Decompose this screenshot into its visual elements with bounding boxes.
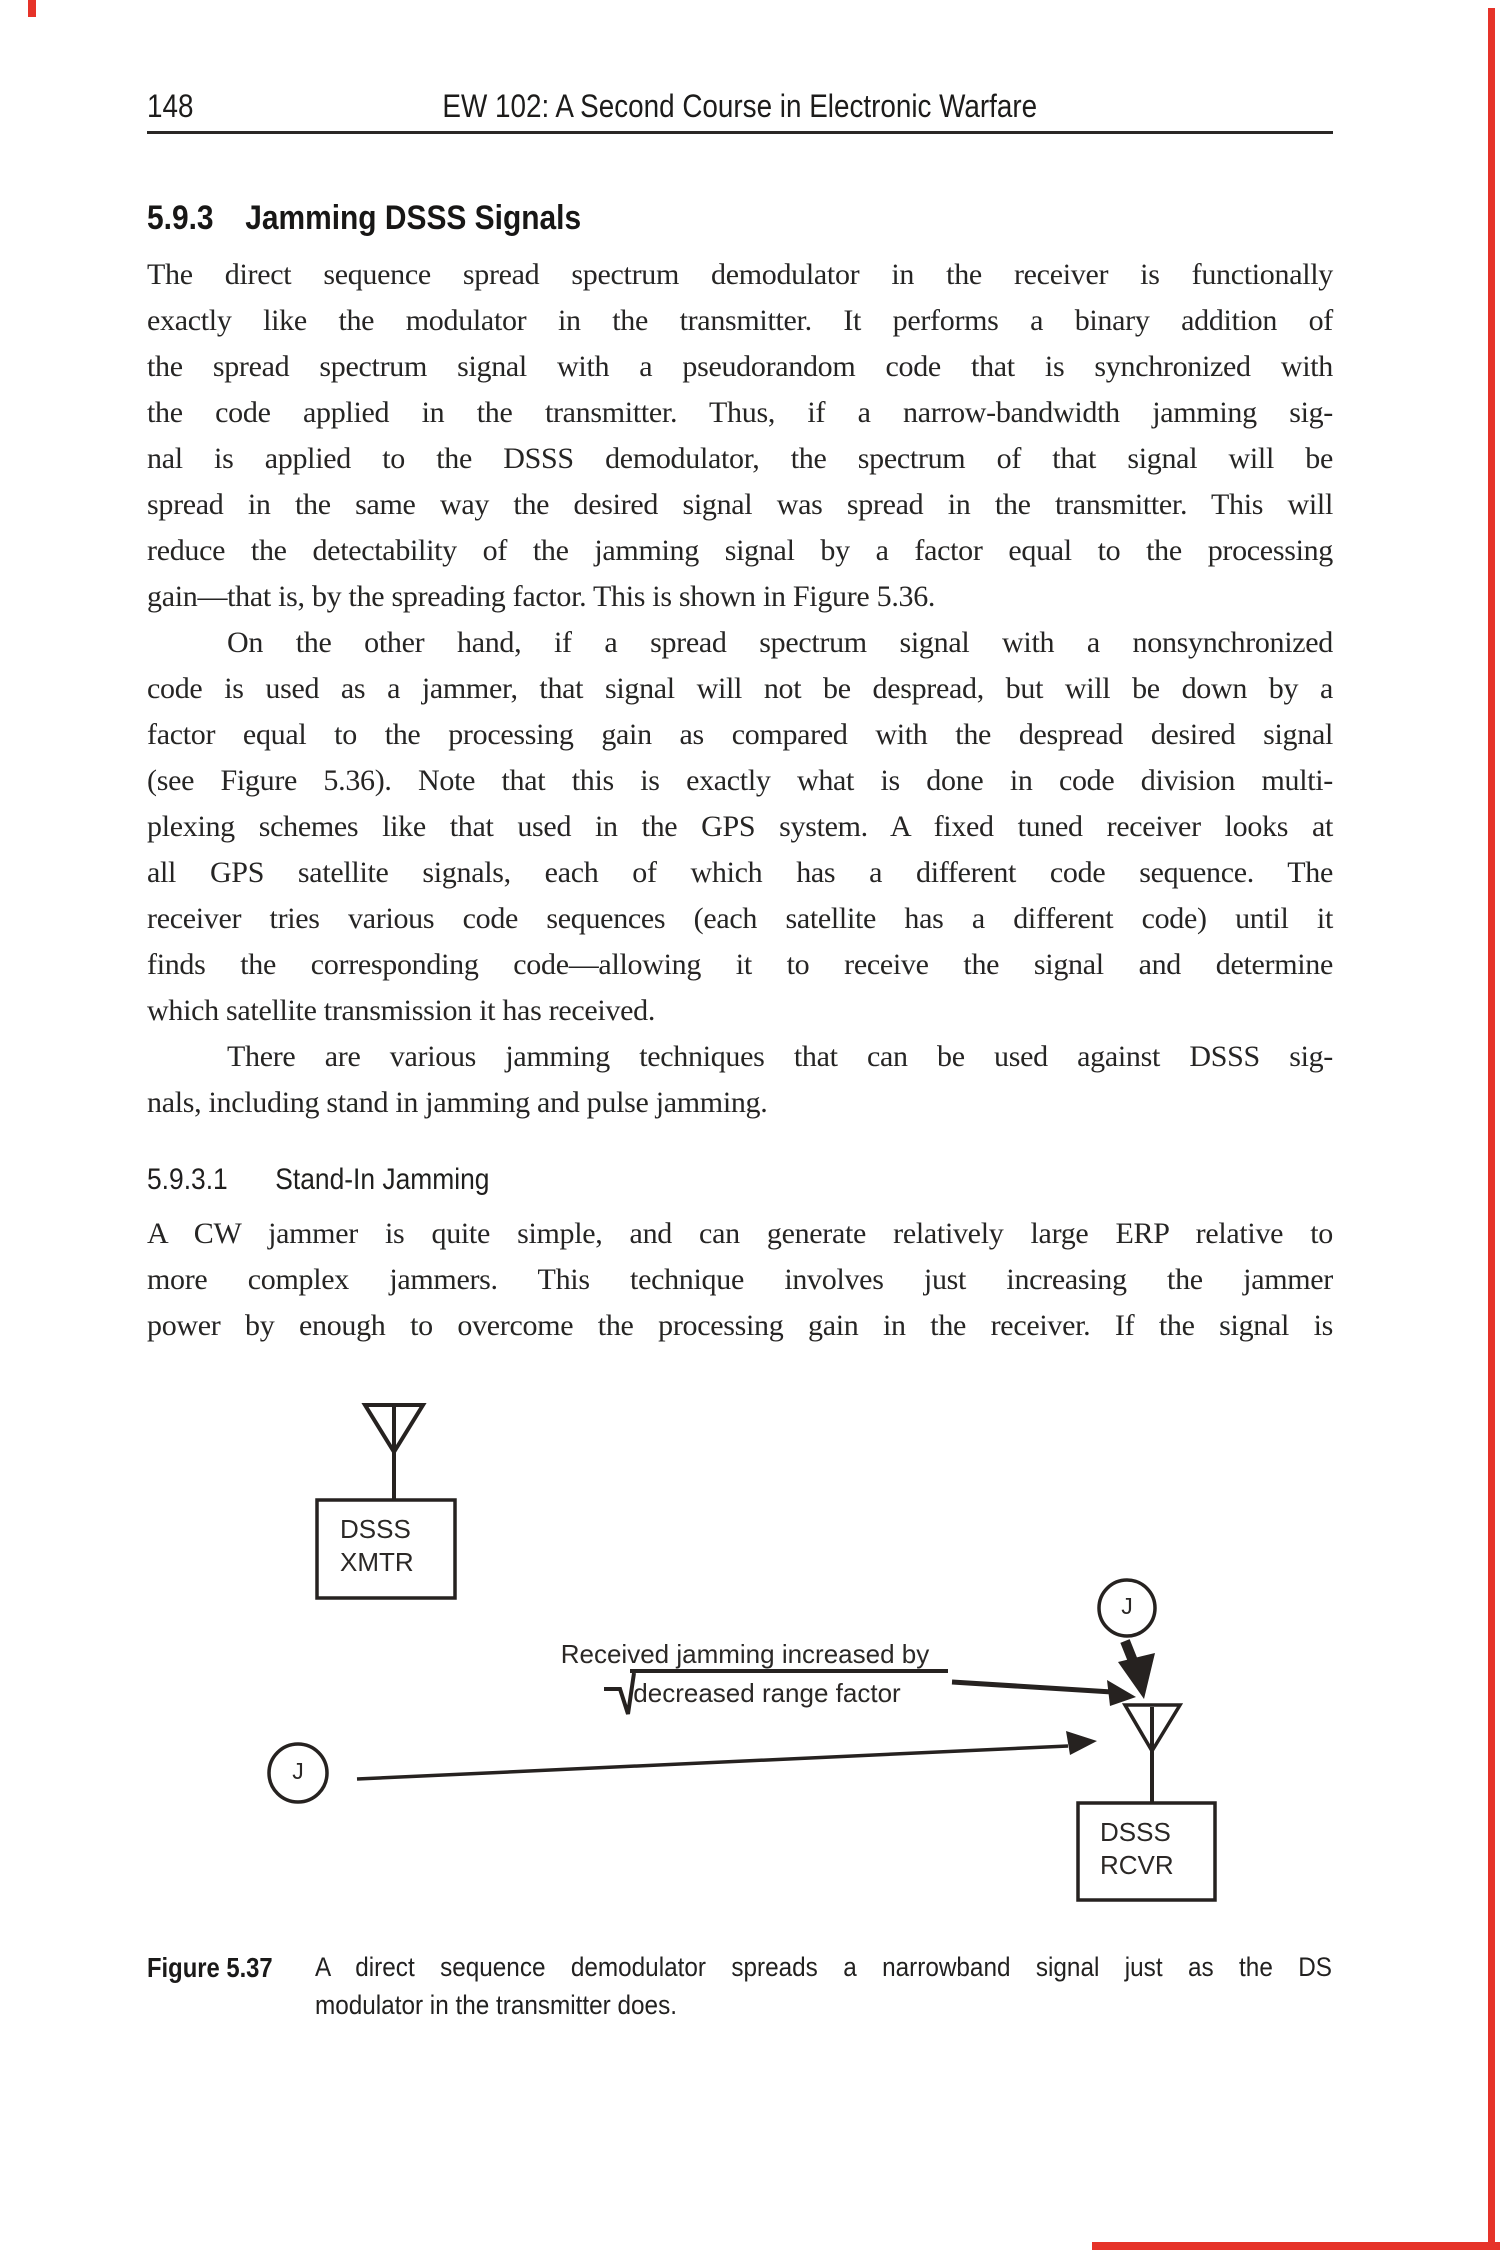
formula-denominator: decreased range factor	[633, 1678, 901, 1708]
body-line: plexing schemes like that used in the GPS system. A fixed tuned receiver looks at	[147, 810, 1333, 843]
body-line: A CW jammer is quite simple, and can generate relatively large ERP relative to	[147, 1217, 1333, 1250]
body-line: spread in the same way the desired signal was spread in the transmitter. This will	[147, 488, 1333, 521]
body-line: the code applied in the transmitter. Thus, if a narrow-bandwidth jamming sig-	[147, 396, 1333, 429]
figure-caption-line2: modulator in the transmitter does.	[315, 1990, 677, 2020]
page-number-text: 148	[147, 88, 194, 124]
paragraph-1	[147, 252, 1333, 620]
body-line: factor equal to the processing gain as compared with the despread desired signal	[147, 718, 1333, 751]
section-title: Jamming DSSS Signals	[245, 199, 582, 237]
body-line: gain—that is, by the spreading factor. This is shown in Figure 5.36.	[147, 580, 936, 613]
body-line: power by enough to overcome the processing gain in the receiver. If the signal is	[147, 1309, 1333, 1342]
long-arrowhead-icon	[1066, 1731, 1097, 1755]
body-line: (see Figure 5.36). Note that this is exactly what is done in code division multi-	[147, 764, 1333, 797]
jammer-top-label: J	[1121, 1593, 1133, 1619]
page-edge-mark-top-left	[28, 0, 36, 17]
body-line: There are various jamming techniques that can be used against DSSS sig-	[227, 1040, 1333, 1073]
running-head	[147, 88, 1333, 125]
figure-caption-number: Figure 5.37	[147, 1952, 273, 1983]
body-line: finds the corresponding code—allowing it to receive the signal and determine	[147, 948, 1333, 981]
body-line: nal is applied to the DSSS demodulator, the spectrum of that signal will be	[147, 442, 1333, 475]
section-heading	[147, 199, 581, 238]
figure-caption-label	[147, 1952, 295, 1984]
body-line: reduce the detectability of the jamming signal by a factor equal to the processing	[147, 534, 1333, 567]
rcvr-label-line2: RCVR	[1100, 1850, 1174, 1880]
body-line: nals, including stand in jamming and pulse jamming.	[147, 1086, 768, 1119]
running-head-title: EW 102: A Second Course in Electronic Warfare	[442, 88, 1038, 124]
paragraph-2	[147, 620, 1333, 1034]
figure-caption-line1-wrap	[315, 1952, 1332, 1983]
header-rule	[147, 131, 1333, 134]
label-arrowhead-icon	[1107, 1680, 1136, 1706]
body-line: all GPS satellite signals, each of which has a different code sequence. The	[147, 856, 1333, 889]
body-line: receiver tries various code sequences (each satellite has a different code) until it	[147, 902, 1333, 935]
xmtr-label-line2: XMTR	[340, 1547, 414, 1577]
subsection-number: 5.9.3.1	[147, 1163, 228, 1196]
figure-caption-line1: A direct sequence demodulator spreads a narrowband signal just as the DS	[315, 1952, 1332, 1982]
section-number: 5.9.3	[147, 199, 214, 237]
body-line: code is used as a jammer, that signal will not be despread, but will be down by a	[147, 672, 1333, 705]
subsection-heading	[147, 1163, 489, 1197]
paragraph-3	[147, 1034, 1333, 1126]
body-line: exactly like the modulator in the transmitter. It performs a binary addition of	[147, 304, 1333, 337]
body-line: The direct sequence spread spectrum demodulator in the receiver is functionally	[147, 258, 1333, 291]
body-line: more complex jammers. This technique involves just increasing the jammer	[147, 1263, 1333, 1296]
xmtr-label-line1: DSSS	[340, 1514, 411, 1544]
rcvr-label-line1: DSSS	[1100, 1817, 1171, 1847]
xmtr-label	[340, 1513, 414, 1579]
jammer-left-label: J	[292, 1758, 304, 1784]
body-line: the spread spectrum signal with a pseudorandom code that is synchronized with	[147, 350, 1333, 383]
formula-numerator: Received jamming increased by	[560, 1639, 930, 1669]
paragraph-4	[147, 1211, 1333, 1349]
rcvr-label	[1100, 1816, 1174, 1882]
page-edge-mark-bottom	[1092, 2242, 1500, 2250]
subsection-title: Stand-In Jamming	[275, 1163, 490, 1196]
body-line: On the other hand, if a spread spectrum signal with a nonsynchronized	[227, 626, 1333, 659]
body-line: which satellite transmission it has received.	[147, 994, 656, 1027]
